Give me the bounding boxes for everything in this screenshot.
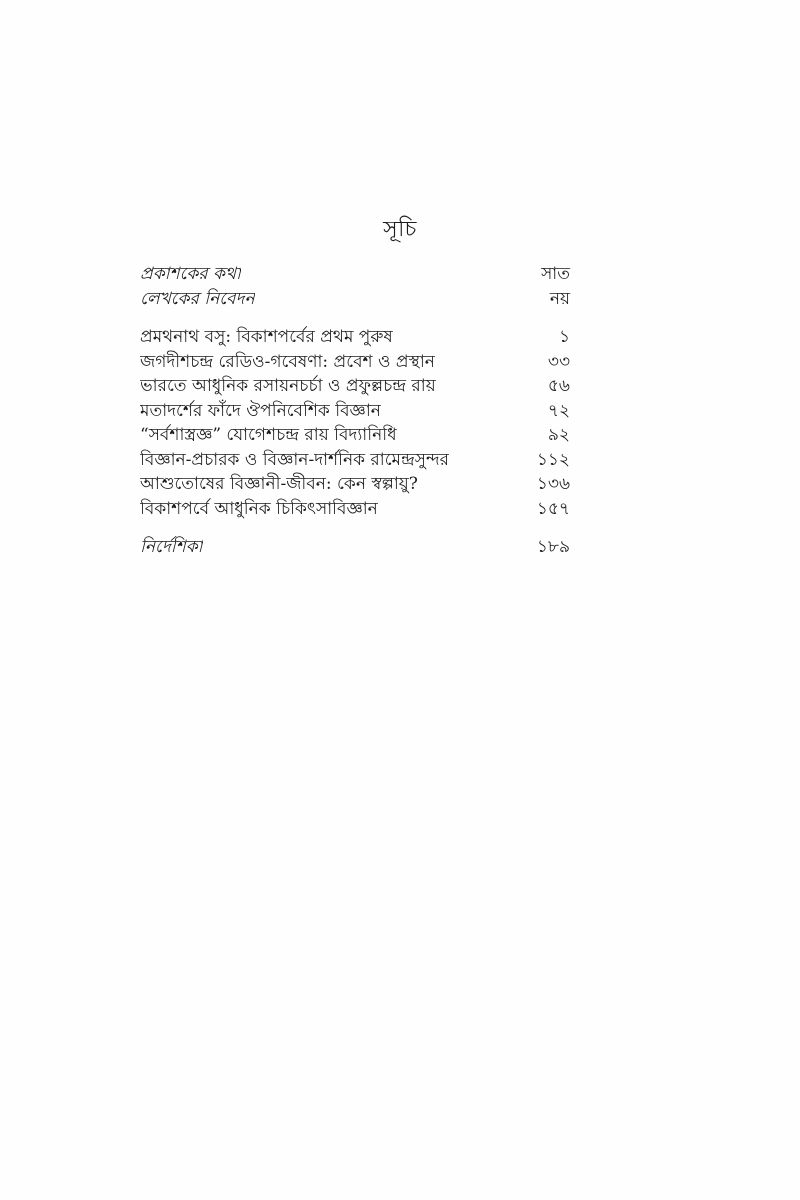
toc-entry-chapter [140,350,570,375]
page-title: সূচি [383,217,417,242]
toc-entry-title: “সর্বশাস্ত্রজ্ঞ” যোগেশচন্দ্র রায় বিদ্যানিধি [140,425,397,445]
toc-entry-page: ৭২ [547,400,570,421]
toc-entry-title: নির্দেশিকা [140,537,203,557]
toc-entry-chapter [140,423,570,448]
toc-entry-index [140,535,570,560]
toc-entry-title: ভারতে আধুনিক রসায়নচর্চা ও প্রফুল্লচন্দ্র রায় [140,376,436,396]
toc-entry-page: ১৮৯ [536,537,570,557]
toc-entry-title: বিকাশপর্বে আধুনিক চিকিৎসাবিজ্ঞান [140,498,378,519]
toc-entry-author-note [140,287,570,312]
toc-entry-page: ৫৬ [547,376,570,396]
toc-entry-page: ১ [558,327,570,347]
front-matter-list [140,262,570,311]
toc-entry-page: ১৫৭ [536,498,570,519]
toc-entry-chapter [140,399,570,424]
toc-entry-page: ৩৩ [547,351,570,372]
toc-entry-title: প্রকাশকের কথা [140,264,241,284]
toc-entry-page: ১৩৬ [536,474,570,494]
toc-entry-publisher-note [140,262,570,287]
toc-entry-chapter [140,472,570,497]
toc-entry-page: ১১২ [536,449,570,470]
chapter-list [140,325,570,521]
toc-entry-title: লেখকের নিবেদন [140,288,255,309]
toc-entry-chapter [140,374,570,399]
toc-entry-title: আশুতোষের বিজ্ঞানী-জীবন: কেন স্বল্পায়ু? [140,474,418,494]
toc-entry-title: প্রমথনাথ বসু: বিকাশপর্বের প্রথম পুরুষ [140,327,393,347]
toc-entry-chapter [140,325,570,350]
toc-entry-page: ৯২ [547,425,570,445]
toc-entry-page: সাত [541,264,570,284]
toc-entry-chapter [140,448,570,473]
back-matter-list [140,535,570,560]
toc-entry-chapter [140,497,570,522]
toc-entry-page: নয় [549,288,570,309]
toc-entry-title: বিজ্ঞান-প্রচারক ও বিজ্ঞান-দার্শনিক রামেন্দ্রসুন্দর [140,449,449,470]
table-of-contents [140,262,570,560]
toc-entry-title: মতাদর্শের ফাঁদে ঔপনিবেশিক বিজ্ঞান [140,400,381,421]
toc-entry-title: জগদীশচন্দ্র রেডিও-গবেষণা: প্রবেশ ও প্রস্থান [140,351,435,372]
